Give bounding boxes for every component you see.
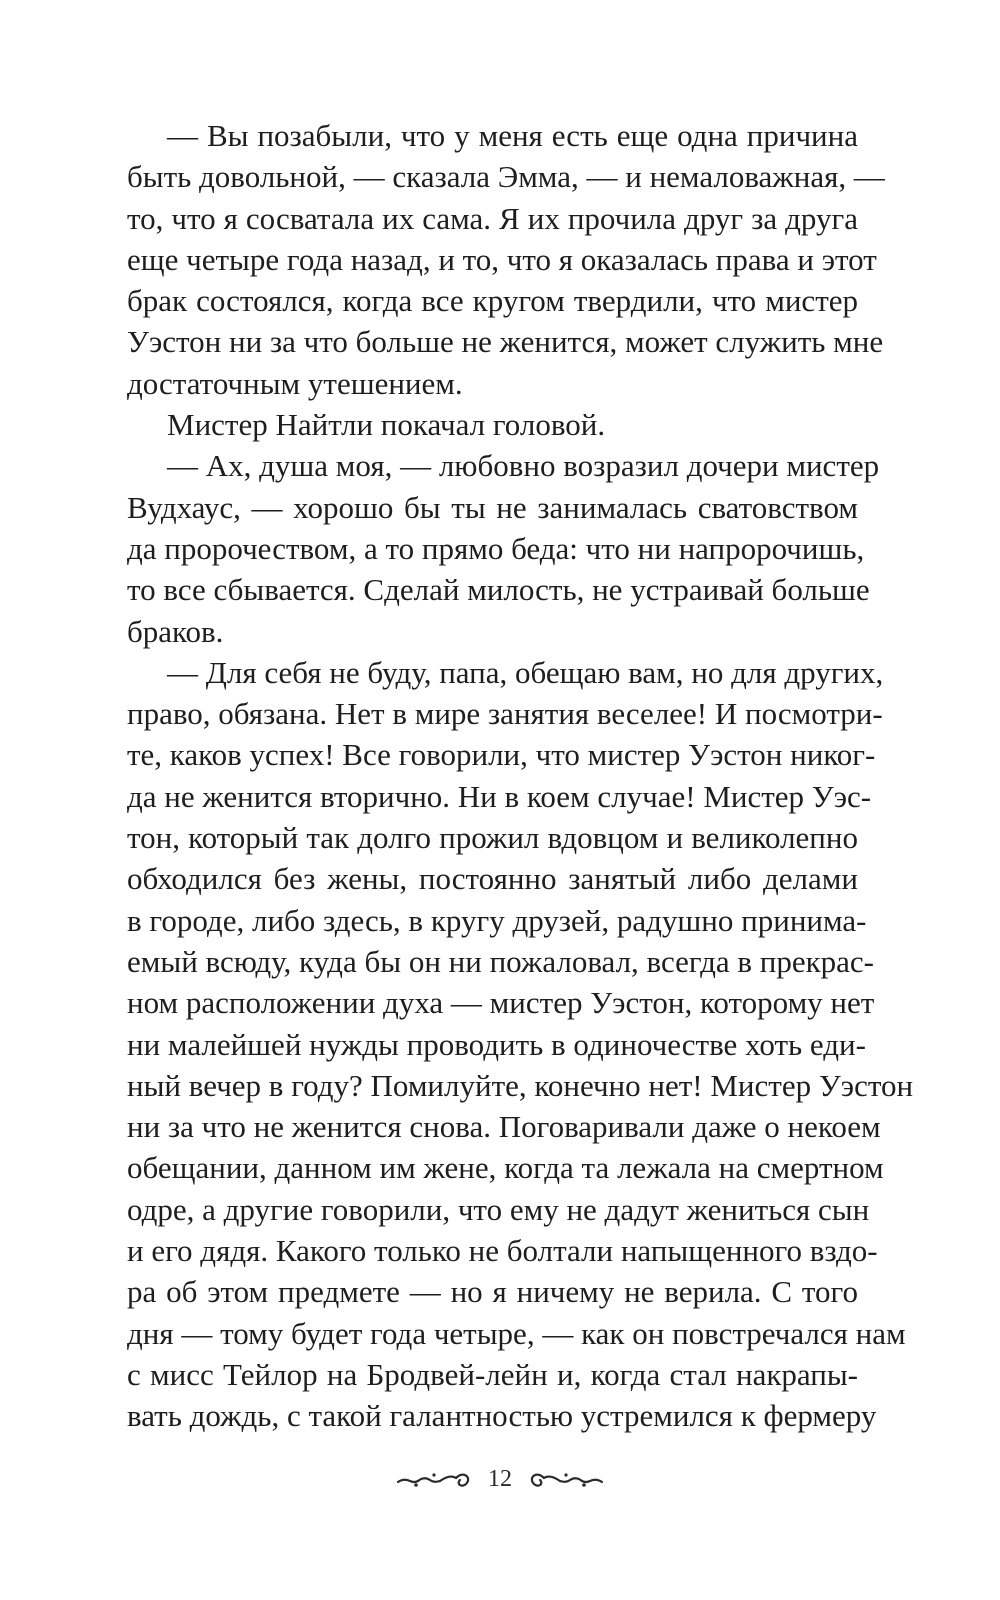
text-line: те, каков успех! Все говорили, что мистер Уэстон никог- — [127, 737, 876, 773]
text-line: да пророчеством, а то прямо беда: что ни напророчишь, — [127, 530, 865, 566]
text-line: — Ах, душа моя, — любовно возразил дочери мистер — [167, 448, 880, 484]
text-line: быть довольной, — сказала Эмма, — и немаловажная, — — [127, 159, 885, 195]
text-line: ни малейшей нужды проводить в одиночестве хоть еди- — [127, 1026, 866, 1062]
right-scroll-ornament-icon — [526, 1466, 606, 1492]
text-line: тон, который так долго прожил вдовцом и великолепно — [127, 820, 858, 856]
text-line: да не женится вторично. Ни в коем случае! Мистер Уэс- — [127, 778, 872, 814]
text-line: — Вы позабыли, что у меня есть еще одна причина — [167, 118, 858, 153]
text-line: дня — тому будет года четыре, — как он повстречался нам — [127, 1315, 906, 1351]
text-line: право, обязана. Нет в мире занятия веселее! И посмотри- — [127, 696, 883, 732]
text-line: с мисс Тейлор на Бродвей-лейн и, когда стал накрапы- — [127, 1356, 858, 1392]
text-line: ни за что не женится снова. Поговаривали даже о некоем — [127, 1109, 881, 1145]
page-number: 12 — [488, 1465, 512, 1492]
page-footer — [0, 1459, 1000, 1499]
body-text — [127, 115, 914, 1437]
text-line: обещании, данном им жене, когда та лежала на смертном — [127, 1150, 884, 1186]
text-line: браков. — [127, 613, 224, 649]
text-line: Мистер Найтли покачал головой. — [167, 407, 606, 443]
text-line: и его дядя. Какого только не болтали напыщенного вздо- — [127, 1233, 878, 1269]
text-line: ном расположении духа — мистер Уэстон, которому нет — [127, 985, 875, 1021]
text-line: вать дождь, с такой галантностью устремился к фермеру — [127, 1398, 877, 1434]
text-line: достаточным утешением. — [127, 365, 463, 401]
text-line: ный вечер в году? Помилуйте, конечно нет! Мистер Уэстон — [127, 1067, 914, 1103]
text-line: одре, а другие говорили, что ему не дадут жениться сын — [127, 1191, 870, 1227]
text-line: брак состоялся, когда все кругом твердили, что мистер — [127, 283, 858, 319]
text-line: в городе, либо здесь, в кругу друзей, радушно принима- — [127, 902, 867, 938]
text-line: обходился без жены, постоянно занятый либо делами — [127, 861, 858, 897]
text-line: — Для себя не буду, папа, обещаю вам, но для других, — [167, 654, 884, 690]
text-line: еще четыре года назад, и то, что я оказалась права и этот — [127, 241, 877, 277]
text-line: то, что я сосватала их сама. Я их прочила друг за друга — [127, 200, 858, 236]
text-line: Вудхаус, — хорошо бы ты не занималась сватовством — [127, 489, 858, 525]
text-line: Уэстон ни за что больше не женится, может служить мне — [127, 324, 884, 360]
left-scroll-ornament-icon — [394, 1466, 474, 1492]
text-line: то все сбывается. Сделай милость, не устраивай больше — [127, 572, 870, 608]
text-line: емый всюду, куда бы он ни пожаловал, всегда в прекрас- — [127, 943, 874, 979]
text-line: ра об этом предмете — но я ничему не верила. С того — [127, 1274, 858, 1310]
